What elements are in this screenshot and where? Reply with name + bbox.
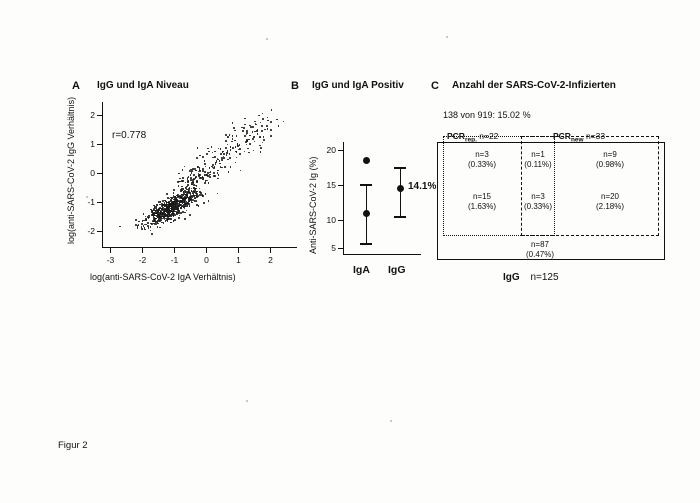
panel-c-cell xyxy=(457,192,507,212)
scatter-point xyxy=(178,185,180,187)
panel-b-group-label-iga: IgA xyxy=(353,264,370,276)
scatter-point xyxy=(254,131,256,133)
scatter-point xyxy=(194,197,196,199)
panel-b-iga-error-cap-top xyxy=(360,184,372,186)
scatter-point xyxy=(266,125,268,127)
panel-c-cell-pct: (0.98%) xyxy=(595,160,624,169)
scatter-point xyxy=(270,135,272,137)
scatter-point xyxy=(209,176,211,178)
scatter-point xyxy=(199,188,201,190)
scatter-point xyxy=(232,147,234,149)
scatter-point xyxy=(223,157,225,159)
scatter-point xyxy=(220,148,222,150)
scatter-point xyxy=(137,227,139,229)
scatter-point xyxy=(204,182,206,184)
scatter-point xyxy=(240,170,242,172)
scatter-point xyxy=(208,200,210,202)
panel-c-group-name-pcr-rep: PCR xyxy=(447,131,465,141)
scatter-point xyxy=(204,171,206,173)
scatter-point xyxy=(204,160,206,162)
scatter-point xyxy=(216,160,218,162)
scatter-point xyxy=(254,136,256,138)
scatter-point xyxy=(173,206,175,208)
scatter-point xyxy=(252,126,254,128)
panel-a-x-tick-label: 0 xyxy=(204,255,209,265)
scatter-point xyxy=(195,200,197,202)
scatter-point xyxy=(195,170,197,172)
panel-c-cell xyxy=(513,192,563,212)
scatter-point xyxy=(226,152,228,154)
scan-speck xyxy=(446,36,448,38)
scatter-point xyxy=(159,227,161,229)
scatter-point xyxy=(239,153,241,155)
panel-b-igg-mean-point xyxy=(397,185,404,192)
scatter-point xyxy=(181,202,183,204)
scatter-point xyxy=(204,163,206,165)
panel-c-group-name-pcr-new: PCR xyxy=(553,131,571,141)
scatter-point xyxy=(192,191,194,193)
panel-c-cell xyxy=(585,192,635,212)
scatter-point xyxy=(158,201,160,203)
panel-c-footer-count: n=125 xyxy=(530,272,559,283)
scatter-point xyxy=(252,138,254,140)
panel-b-y-tick-label: 5 xyxy=(331,243,336,253)
scatter-point xyxy=(234,140,236,142)
panel-c-cell-n: n=15 xyxy=(472,192,492,201)
scatter-point xyxy=(260,147,262,149)
scatter-point xyxy=(169,215,171,217)
scatter-point xyxy=(208,151,210,153)
scatter-point xyxy=(181,188,183,190)
scatter-point xyxy=(262,118,264,120)
scatter-point xyxy=(249,143,251,145)
scatter-point xyxy=(167,220,169,222)
scatter-point xyxy=(173,189,175,191)
scatter-point xyxy=(259,145,261,147)
scatter-point xyxy=(193,178,195,180)
scatter-point xyxy=(143,213,145,215)
scatter-point xyxy=(256,130,258,132)
scatter-point xyxy=(177,207,179,209)
panel-c-cell-pct: (0.11%) xyxy=(524,160,552,169)
panel-b-group-label-igg: IgG xyxy=(388,264,406,276)
scatter-point xyxy=(208,182,210,184)
panel-a-x-tick-label: -3 xyxy=(106,255,115,265)
panel-c-cell xyxy=(457,150,507,170)
panel-b-title: IgG und IgA Positiv xyxy=(312,80,404,91)
scatter-point xyxy=(257,133,259,135)
scatter-point xyxy=(191,202,193,204)
scatter-point xyxy=(150,230,152,232)
scatter-point xyxy=(217,170,219,172)
scatter-point xyxy=(187,184,189,186)
panel-b-x-axis xyxy=(343,254,421,255)
panel-c-group-sub-pcr-new: new xyxy=(570,136,584,144)
panel-a-x-tick-label: 2 xyxy=(268,255,273,265)
scatter-point xyxy=(163,213,165,215)
scatter-point xyxy=(250,126,252,128)
panel-c-cell-pct: (1.63%) xyxy=(467,202,496,211)
scatter-point xyxy=(199,177,201,179)
scatter-point xyxy=(198,174,200,176)
scatter-point xyxy=(263,136,265,138)
panel-b-iga-outlier-point xyxy=(363,157,370,164)
panel-c-group-sub-pcr-rep: rep. xyxy=(464,136,477,144)
scatter-point xyxy=(192,199,194,201)
scatter-point xyxy=(212,152,214,154)
panel-b-y-tick xyxy=(338,248,343,249)
scatter-point xyxy=(213,172,215,174)
scatter-point xyxy=(186,205,188,207)
scatter-point xyxy=(232,135,234,137)
scatter-point xyxy=(219,160,221,162)
panel-c-group-count-pcr-rep: n=22 xyxy=(479,131,499,141)
scatter-point xyxy=(205,193,207,195)
panel-b-igg-error-bar xyxy=(400,167,402,217)
scatter-point xyxy=(271,109,273,111)
scatter-point xyxy=(235,162,237,164)
scatter-point xyxy=(262,113,264,115)
scatter-point xyxy=(229,134,231,136)
scatter-point xyxy=(230,166,232,168)
scatter-point xyxy=(189,214,191,216)
scatter-point xyxy=(174,219,176,221)
panel-c-cell-pct: (0.47%) xyxy=(525,250,554,259)
panel-a-x-tick-label: -1 xyxy=(170,255,179,265)
scatter-point xyxy=(205,166,207,168)
scatter-point xyxy=(145,218,147,220)
panel-a-x-tick-label: -2 xyxy=(138,255,147,265)
scatter-point xyxy=(214,175,216,177)
panel-b-letter: B xyxy=(291,80,299,92)
panel-a-scatter-chart xyxy=(60,92,310,282)
scatter-point xyxy=(202,168,204,170)
scatter-point xyxy=(242,130,244,132)
scatter-point xyxy=(197,166,199,168)
panel-b-y-tick-label: 10 xyxy=(326,215,336,225)
panel-b-y-tick xyxy=(338,150,343,151)
scatter-point xyxy=(267,128,269,130)
scatter-point xyxy=(178,173,180,175)
scatter-point xyxy=(148,217,150,219)
scatter-point xyxy=(224,166,226,168)
scatter-point xyxy=(236,135,238,137)
scatter-point xyxy=(157,223,159,225)
scatter-point xyxy=(188,203,190,205)
panel-a-y-tick-label: -1 xyxy=(87,197,95,207)
scatter-point xyxy=(186,194,188,196)
scatter-point xyxy=(178,217,180,219)
scatter-point xyxy=(248,139,250,141)
panel-c-group-count-pcr-new: n=33 xyxy=(585,131,606,141)
scatter-point xyxy=(243,127,245,129)
panel-a-letter: A xyxy=(72,80,80,92)
scatter-point xyxy=(246,130,248,132)
panel-c-cell xyxy=(585,150,635,170)
scatter-point xyxy=(189,199,191,201)
scatter-point xyxy=(184,218,186,220)
panel-c-cell-n: n=20 xyxy=(600,192,620,201)
scatter-point xyxy=(227,159,229,161)
scatter-point xyxy=(177,212,179,214)
scatter-point xyxy=(202,156,204,158)
panel-a-x-tick-label: 1 xyxy=(236,255,241,265)
scatter-point xyxy=(147,222,149,224)
scatter-point xyxy=(244,135,246,137)
scatter-point xyxy=(230,149,232,151)
scatter-point xyxy=(278,125,280,127)
scatter-point xyxy=(246,134,248,136)
scatter-point xyxy=(249,135,251,137)
panel-a-y-axis-title: log(anti-SARS-CoV-2 IgG Verhältnis) xyxy=(66,96,76,244)
panel-c-cell-n: n=87 xyxy=(530,240,550,249)
scatter-point xyxy=(199,191,201,193)
scatter-point xyxy=(193,187,195,189)
scatter-point xyxy=(190,174,192,176)
scatter-point xyxy=(150,226,152,228)
scatter-point xyxy=(229,157,231,159)
panel-b-iga-error-cap-bottom xyxy=(360,243,372,245)
scatter-point xyxy=(244,151,246,153)
scatter-point xyxy=(225,140,227,142)
scatter-point xyxy=(253,150,255,152)
scatter-point xyxy=(156,211,158,213)
scatter-point xyxy=(219,163,221,165)
scatter-point xyxy=(156,205,158,207)
panel-b-y-tick-label: 15 xyxy=(326,180,336,190)
figure-caption: Figur 2 xyxy=(58,440,88,451)
scatter-point xyxy=(189,192,191,194)
panel-b-y-axis xyxy=(343,142,344,255)
scatter-point xyxy=(182,177,184,179)
scatter-point xyxy=(218,174,220,176)
scatter-point xyxy=(197,147,199,149)
scatter-point xyxy=(183,192,185,194)
scatter-point xyxy=(196,157,198,159)
scatter-point xyxy=(170,218,172,220)
scatter-point xyxy=(236,157,238,159)
scatter-point xyxy=(189,170,191,172)
scatter-point xyxy=(184,166,186,168)
scatter-point xyxy=(177,196,179,198)
scatter-point xyxy=(187,180,189,182)
scatter-point xyxy=(201,194,203,196)
scatter-point xyxy=(260,151,262,153)
panel-c-cell-n: n=9 xyxy=(603,150,617,159)
scatter-point xyxy=(188,191,190,193)
scatter-point xyxy=(141,223,143,225)
scatter-point xyxy=(248,152,250,154)
panel-c-footer-label: IgG xyxy=(503,272,520,283)
scatter-point xyxy=(189,205,191,207)
scatter-point xyxy=(239,148,241,150)
scatter-point xyxy=(141,228,143,230)
scan-speck xyxy=(266,38,268,40)
scatter-point xyxy=(151,210,153,212)
scatter-point xyxy=(180,212,182,214)
scatter-point xyxy=(228,171,230,173)
scatter-point xyxy=(221,159,223,161)
panel-b-iga-mean-point xyxy=(363,210,370,217)
scatter-point xyxy=(203,202,205,204)
scatter-point xyxy=(173,192,175,194)
scatter-point xyxy=(160,219,162,221)
panel-a-y-tick-label: 1 xyxy=(90,139,95,149)
scatter-point xyxy=(214,166,216,168)
scatter-point xyxy=(179,178,181,180)
scatter-point xyxy=(221,167,223,169)
scatter-point xyxy=(198,205,200,207)
scatter-point xyxy=(157,226,159,228)
scatter-point xyxy=(235,151,237,153)
scatter-point xyxy=(267,120,269,122)
scatter-point xyxy=(199,170,201,172)
panel-c-cell xyxy=(515,240,565,260)
panel-b-igg-value-label: 14.1% xyxy=(408,181,437,192)
panel-a-x-axis-title: log(anti-SARS-CoV-2 IgA Verhältnis) xyxy=(90,272,236,282)
panel-a-y-tick-label: -2 xyxy=(87,226,95,236)
scatter-point xyxy=(258,115,260,117)
panel-c-cell-pct: (2.18%) xyxy=(595,202,624,211)
scatter-point xyxy=(214,156,216,158)
scatter-point xyxy=(247,140,249,142)
scatter-point xyxy=(182,211,184,213)
panel-c-cell-n: n=3 xyxy=(531,192,545,201)
panel-c-cell-pct: (0.33%) xyxy=(523,202,552,211)
scatter-point xyxy=(192,181,194,183)
scatter-point xyxy=(196,180,198,182)
panel-b-errorbar-chart xyxy=(300,92,437,282)
scatter-point xyxy=(174,198,176,200)
scatter-point xyxy=(230,146,232,148)
scatter-point xyxy=(232,122,234,124)
scatter-point xyxy=(270,121,272,123)
scatter-point xyxy=(263,139,265,141)
scatter-point xyxy=(186,210,188,212)
scatter-point xyxy=(155,223,157,225)
scatter-point xyxy=(227,144,229,146)
scatter-point xyxy=(176,213,178,215)
scatter-point xyxy=(217,193,219,195)
scatter-point xyxy=(175,201,177,203)
panel-b-y-tick-label: 20 xyxy=(326,145,336,155)
scatter-point xyxy=(138,221,140,223)
scatter-point xyxy=(276,119,278,121)
scatter-point xyxy=(181,180,183,182)
scatter-point xyxy=(260,122,262,124)
panel-a-point-cloud xyxy=(60,92,310,282)
scatter-point xyxy=(191,172,193,174)
scatter-point xyxy=(119,226,121,228)
scatter-point xyxy=(267,117,269,119)
scatter-point xyxy=(199,155,201,157)
panel-a-title: IgG und IgA Niveau xyxy=(97,80,189,91)
panel-a-y-tick-label: 0 xyxy=(90,168,95,178)
scatter-point xyxy=(229,153,231,155)
panel-c-venn-diagram xyxy=(425,92,680,292)
panel-c-cell-n: n=1 xyxy=(531,150,545,159)
scatter-point xyxy=(190,177,192,179)
scatter-point xyxy=(167,197,169,199)
panel-a-correlation-label: r=0.778 xyxy=(112,130,147,141)
scatter-point xyxy=(261,130,263,132)
panel-c-footer xyxy=(503,272,559,283)
scatter-point xyxy=(225,147,227,149)
scatter-point xyxy=(184,208,186,210)
scatter-point xyxy=(226,154,228,156)
panel-a-y-tick-label: 2 xyxy=(90,110,95,120)
scatter-point xyxy=(206,153,208,155)
scatter-point xyxy=(190,195,192,197)
panel-b-igg-error-cap-top xyxy=(394,167,406,169)
scatter-point xyxy=(244,118,246,120)
scatter-point xyxy=(163,222,165,224)
panel-c-title: Anzahl der SARS-CoV-2-Infizierten xyxy=(452,80,616,91)
scatter-point xyxy=(254,141,256,143)
scatter-point xyxy=(162,200,164,202)
scatter-point xyxy=(214,151,216,153)
scatter-point xyxy=(261,125,263,127)
scatter-point xyxy=(135,219,137,221)
scatter-point xyxy=(166,193,168,195)
scatter-point xyxy=(168,201,170,203)
scatter-point xyxy=(270,129,272,131)
scatter-point xyxy=(207,148,209,150)
scatter-point xyxy=(167,216,169,218)
scatter-point xyxy=(211,146,213,148)
scatter-point xyxy=(195,195,197,197)
scatter-point xyxy=(232,138,234,140)
panel-c-total-note: 138 von 919: 15.02 % xyxy=(443,110,531,120)
scatter-point xyxy=(231,141,233,143)
scan-speck xyxy=(390,420,392,422)
panel-c-letter: C xyxy=(431,80,439,92)
scatter-point xyxy=(239,144,241,146)
scatter-point xyxy=(205,174,207,176)
panel-b-y-axis-title: Anti-SARS-CoV-2 Ig (%) xyxy=(308,156,318,254)
scatter-point xyxy=(233,127,235,129)
scatter-point xyxy=(217,178,219,180)
scatter-point xyxy=(182,169,184,171)
scatter-point xyxy=(259,136,261,138)
scatter-point xyxy=(223,153,225,155)
scatter-point xyxy=(151,233,153,235)
panel-c-cell-n: n=3 xyxy=(475,150,489,159)
scatter-point xyxy=(264,129,266,131)
scatter-point xyxy=(220,153,222,155)
scatter-point xyxy=(209,167,211,169)
scatter-point xyxy=(283,121,285,123)
scatter-point xyxy=(184,212,186,214)
panel-b-igg-error-cap-bottom xyxy=(394,216,406,218)
scatter-point xyxy=(262,142,264,144)
panel-b-y-tick xyxy=(338,185,343,186)
scatter-point xyxy=(215,163,217,165)
scatter-point xyxy=(227,136,229,138)
scatter-point xyxy=(234,130,236,132)
panel-c-cell xyxy=(513,150,563,170)
scatter-point xyxy=(246,144,248,146)
scatter-point xyxy=(247,148,249,150)
scan-speck xyxy=(246,400,248,402)
panel-c-cell-pct: (0.33%) xyxy=(467,160,496,169)
scatter-point xyxy=(244,124,246,126)
scatter-point xyxy=(210,171,212,173)
panel-b-y-tick xyxy=(338,220,343,221)
